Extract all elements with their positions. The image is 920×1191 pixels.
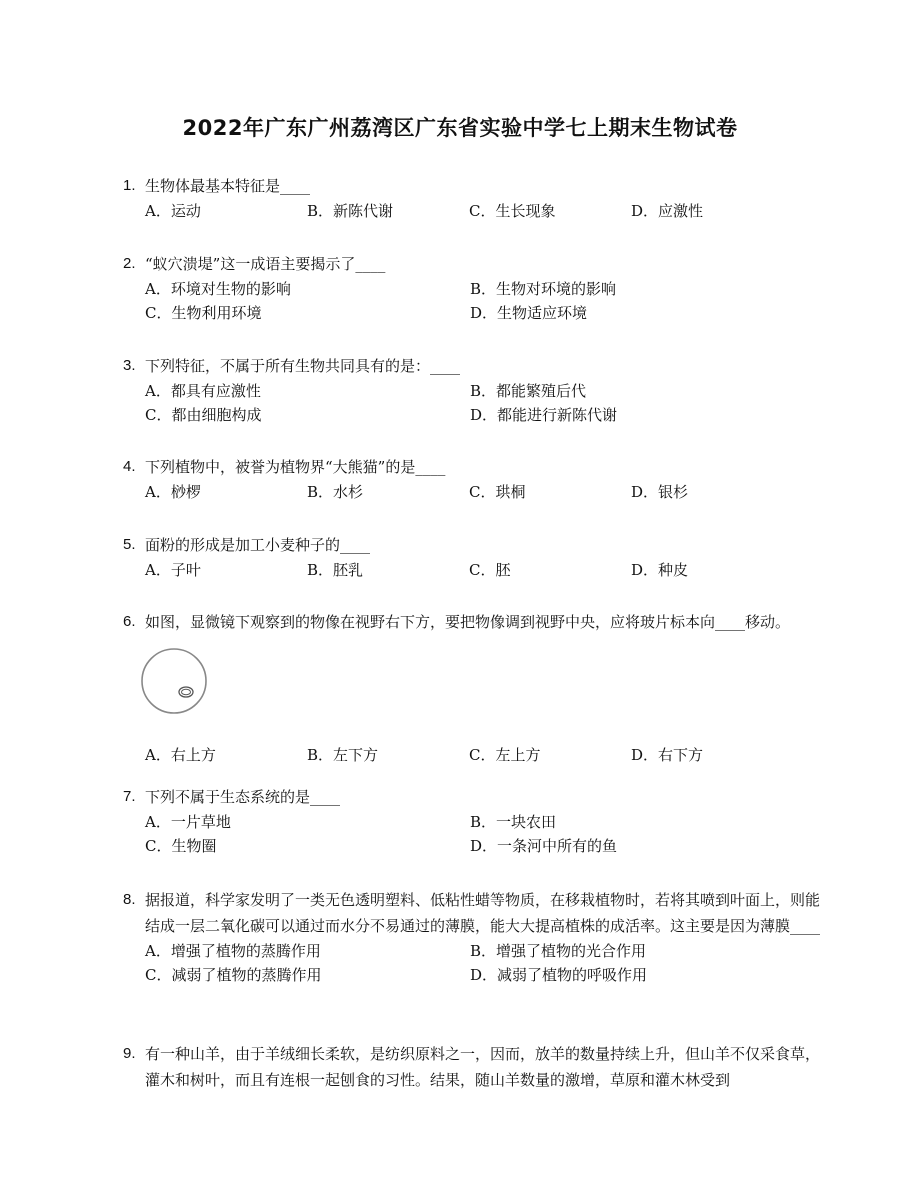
option-c: C．生物利用环境	[145, 304, 262, 322]
question-text: 有一种山羊，由于羊绒细长柔软，是纺织原料之一，因而，放羊的数量持续上升，但山羊不仅采食草，灌木和树叶，而且有连根一起刨食的习性。结果，随山羊数量的激增，草原和灌木林受到	[145, 1045, 821, 1089]
option-a: A．子叶	[145, 561, 201, 579]
option-d: D．右下方	[631, 746, 704, 764]
option-c: C．减弱了植物的蒸腾作用	[145, 966, 322, 984]
option-c: C．都由细胞构成	[145, 406, 262, 424]
question-text: “蚁穴溃堤”这一成语主要揭示了____	[145, 255, 386, 273]
question-number: 4.	[123, 458, 136, 475]
question-number: 5.	[123, 536, 136, 553]
question-3	[123, 353, 833, 427]
option-d: D．银杉	[631, 483, 689, 501]
question-6	[123, 609, 833, 767]
question-text: 下列不属于生态系统的是____	[145, 788, 341, 806]
question-text: 生物体最基本特征是____	[145, 177, 311, 195]
question-text: 面粉的形成是加工小麦种子的____	[145, 536, 371, 554]
question-9	[123, 1041, 833, 1093]
option-a: A．运动	[145, 202, 201, 220]
question-number: 9.	[123, 1045, 136, 1062]
option-c: C．生物圈	[145, 837, 217, 855]
option-d: D．减弱了植物的呼吸作用	[470, 966, 648, 984]
option-b: B．水杉	[307, 483, 364, 501]
microscope-view-icon	[140, 647, 214, 721]
question-8	[123, 887, 833, 987]
question-text: 下列特征，不属于所有生物共同具有的是：____	[145, 357, 461, 375]
option-d: D．都能进行新陈代谢	[470, 406, 618, 424]
question-1	[123, 173, 833, 223]
page-title: 2022年广东广州荔湾区广东省实验中学七上期末生物试卷	[182, 116, 738, 140]
question-4	[123, 454, 833, 504]
option-b: B．一块农田	[470, 813, 557, 831]
option-d: D．一条河中所有的鱼	[470, 837, 618, 855]
option-b: B．都能繁殖后代	[470, 382, 587, 400]
option-a: A．右上方	[145, 746, 216, 764]
option-a: A．环境对生物的影响	[145, 280, 291, 298]
microscope-field-figure	[123, 647, 833, 729]
option-d: D．应激性	[631, 202, 704, 220]
question-number: 3.	[123, 357, 136, 374]
question-2	[123, 251, 833, 325]
option-d: D．种皮	[631, 561, 689, 579]
option-b: B．增强了植物的光合作用	[470, 942, 647, 960]
question-number: 6.	[123, 613, 136, 630]
option-a: A．都具有应激性	[145, 382, 261, 400]
question-text: 据报道，科学家发明了一类无色透明塑料、低粘性蜡等物质，在移栽植物时，若将其喷到叶面上，则能结成一层二氧化碳可以通过而水分不易通过的薄膜，能大大提高植株的成活率。这主要是因为薄膜____	[145, 891, 821, 935]
question-number: 8.	[123, 891, 136, 908]
option-a: A．一片草地	[145, 813, 231, 831]
question-text: 下列植物中，被誉为植物界“大熊猫”的是____	[145, 458, 446, 476]
option-c: C．左上方	[469, 746, 541, 764]
question-number: 7.	[123, 788, 136, 805]
question-number: 2.	[123, 255, 136, 272]
question-number: 1.	[123, 177, 136, 194]
option-a: A．桫椤	[145, 483, 201, 501]
option-c: C．胚	[469, 561, 511, 579]
question-text: 如图，显微镜下观察到的物像在视野右下方，要把物像调到视野中央，应将玻片标本向____移动。	[145, 613, 791, 631]
question-5	[123, 532, 833, 582]
option-c: C．珙桐	[469, 483, 526, 501]
option-b: B．胚乳	[307, 561, 364, 579]
option-a: A．增强了植物的蒸腾作用	[145, 942, 321, 960]
option-b: B．新陈代谢	[307, 202, 394, 220]
option-d: D．生物适应环境	[470, 304, 588, 322]
option-c: C．生长现象	[469, 202, 556, 220]
option-b: B．生物对环境的影响	[470, 280, 617, 298]
option-b: B．左下方	[307, 746, 379, 764]
question-7	[123, 784, 833, 858]
